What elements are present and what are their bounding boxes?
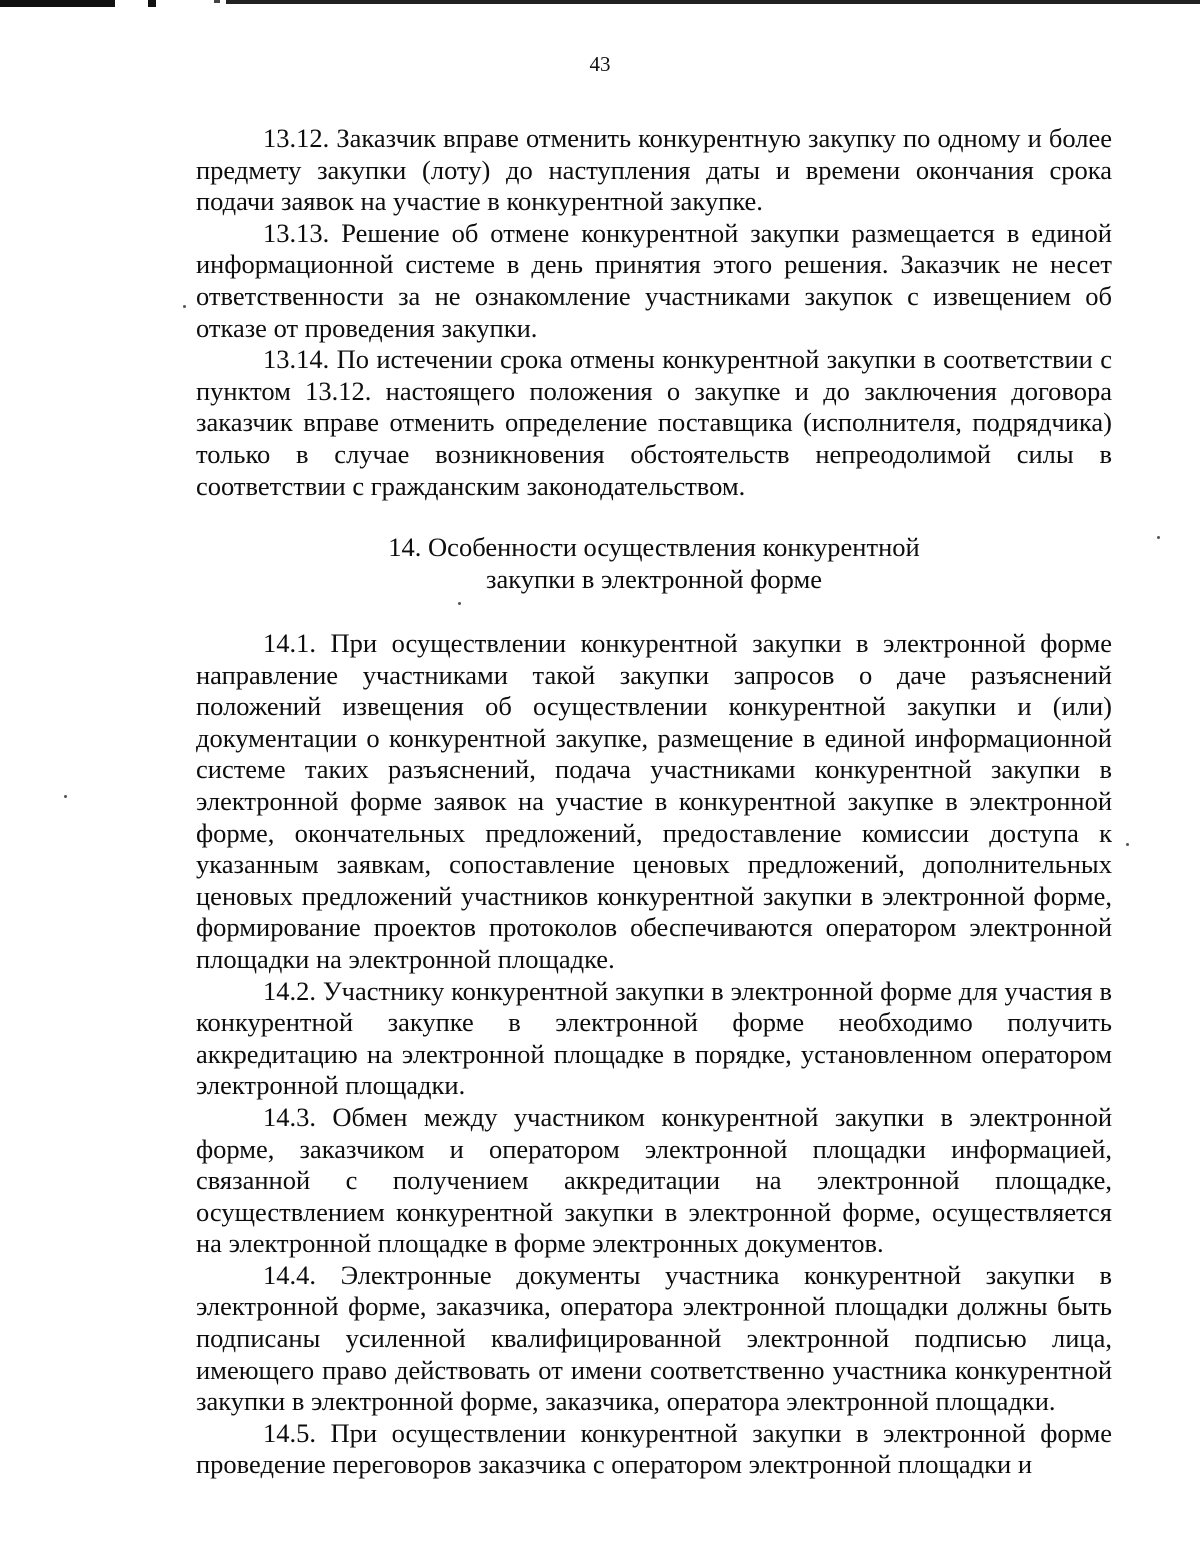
scan-speck [1157,536,1160,539]
scan-artifact [214,0,220,3]
heading-line-1: 14. Особенности осуществления конкурентной [388,532,920,562]
scan-speck [458,602,461,605]
paragraph-14-1: 14.1. При осуществлении конкурентной закупки в электронной форме направление участниками такой закупки запросов о даче разъяснений положений извещения об осуществлении конкурентной закупки и (или) документации о конкурентной закупке, размещение в единой информационной системе таких разъяснений, подача участниками конкурентной закупки в электронной форме заявок на участие в конкурентной закупке в электронной форме, окончательных предложений, предоставление комиссии доступа к указанным заявкам, сопоставление ценовых предложений, дополнительных ценовых предложений участников конкурентной закупки в электронной форме, формирование проектов протоколов обеспечиваются оператором электронной площадки на электронной площадке. [196,628,1112,974]
paragraph-14-2: 14.2. Участнику конкурентной закупки в электронной форме для участия в конкурентной закупке в электронной форме необходимо получить аккредитацию на электронной площадке в порядке, установленном оператором электронной площадки. [196,975,1112,1101]
page-number: 43 [589,52,611,76]
scan-artifact [0,0,115,7]
paragraph-14-4: 14.4. Электронные документы участника конкурентной закупки в электронной форме, заказчика, оператора электронной площадки должны быть подписаны усиленной квалифицированной электронной подписью лица, имеющего право действовать от имени соответственно участника конкурентной закупки в электронной форме, заказчика, оператора электронной площадки. [196,1259,1112,1417]
section-14-text [196,628,1112,1481]
paragraph-14-3: 14.3. Обмен между участником конкурентной закупки в электронной форме, заказчиком и оператором электронной площадки информацией, связанной с получением аккредитации на электронной площадке, осуществлением конкурентной закупки в электронной форме, осуществляется на электронной площадке в форме электронных документов. [196,1101,1112,1259]
heading-line-2: закупки в электронной форме [485,563,822,594]
paragraph-13-14: 13.14. По истечении срока отмены конкурентной закупки в соответствии с пунктом 13.12. настоящего положения о закупке и до заключения договора заказчик вправе отменить определение поставщика (исполнителя, подрядчика) только в случае возникновения обстоятельств непреодолимой силы в соответствии с гражданским законодательством. [196,344,1112,501]
scan-speck [64,795,67,798]
scan-artifact [226,0,1200,4]
section-14-heading [196,532,1112,595]
paragraph-14-5: 14.5. При осуществлении конкурентной закупки в электронной форме проведение переговоров заказчика с оператором электронной площадки и [196,1417,1112,1480]
section-13-text [196,123,1112,502]
scan-speck [1126,843,1129,846]
scan-artifact [148,0,156,7]
scan-speck [183,305,186,308]
paragraph-13-13: 13.13. Решение об отмене конкурентной закупки размещается в единой информационной системе в день принятия этого решения. Заказчик не несет ответственности за не ознакомление участниками закупок с извещением об отказе от проведения закупки. [196,217,1112,343]
paragraph-13-12: 13.12. Заказчик вправе отменить конкурентную закупку по одному и более предмету закупки (лоту) до наступления даты и времени окончания срока подачи заявок на участие в конкурентной закупке. [196,123,1112,217]
